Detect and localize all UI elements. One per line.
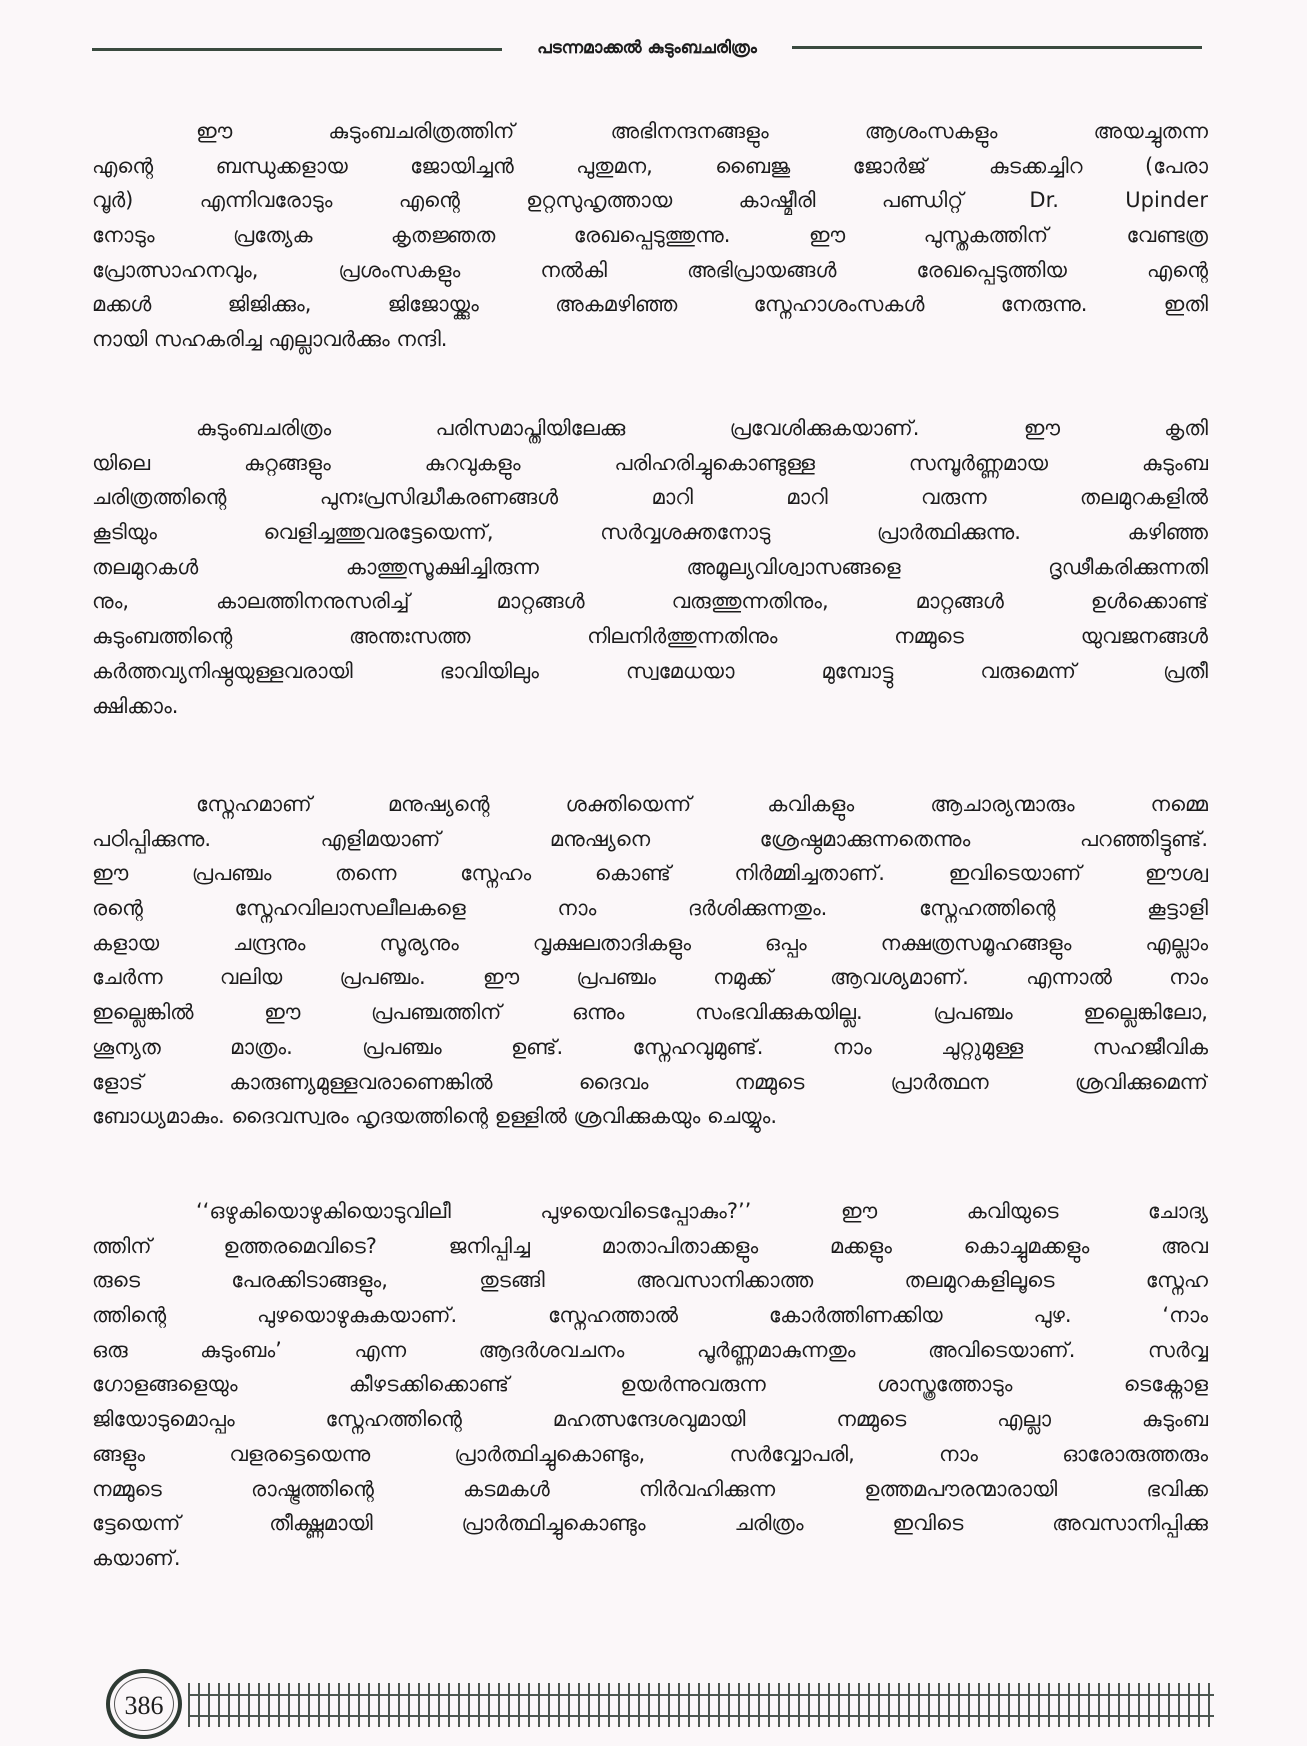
paragraph-1 xyxy=(92,114,1208,357)
text-line: നമ്മുടെ രാഷ്ട്രത്തിന്റെ കടമകൾ നിർവഹിക്കുന്ന ഉത്തമപൗരന്മാരായി ഭവിക്ക xyxy=(92,1476,1208,1501)
text-line: ഗോളങ്ങളെയും കീഴടക്കിക്കൊണ്ട് ഉയർന്നുവരുന്ന ശാസ്ത്രത്തോടും ടെക്നോള xyxy=(92,1372,1208,1397)
text-line: ‘‘ഒഴുകിയൊഴുകിയൊടുവിലീ പുഴയെവിടെപ്പോകും?’’ ഈ കവിയുടെ ചോദ്യ xyxy=(196,1199,1208,1223)
paragraph-2 xyxy=(92,411,1208,723)
paragraph-4 xyxy=(92,1194,1208,1576)
text-line: പഠിപ്പിക്കുന്നു. എളിമയാണ് മനുഷ്യനെ ശ്രേഷ്ഠമാക്കുന്നതെന്നും പറഞ്ഞിട്ടുണ്ട്. xyxy=(92,826,1208,851)
text-line: പ്രോത്സാഹനവും, പ്രശംസകളും നൽകി അഭിപ്രായങ്ങൾ രേഖപ്പെടുത്തിയ എന്റെ xyxy=(92,257,1208,282)
text-line: ഈ പ്രപഞ്ചം തന്നെ സ്നേഹം കൊണ്ട് നിർമ്മിച്ചതാണ്. ഇവിടെയാണ് ഈശ്വ xyxy=(92,861,1208,886)
text-line: ത്തിന് ഉത്തരമെവിടെ? ജനിപ്പിച്ച മാതാപിതാക്കളും മക്കളും കൊച്ചുമക്കളും അവ xyxy=(92,1233,1208,1258)
page-number: 386 xyxy=(124,1691,164,1720)
paragraph-3 xyxy=(92,787,1208,1134)
text-line: വൂർ) എന്നിവരോടും എന്റെ ഉറ്റസുഹൃത്തായ കാഷ്മീരി പണ്ഡിറ്റ് Dr. Upinder xyxy=(92,188,1208,213)
text-line: സ്നേഹമാണ് മനുഷ്യന്റെ ശക്തിയെന്ന് കവികളും ആചാര്യന്മാരും നമ്മെ xyxy=(196,792,1208,816)
header-rule-right xyxy=(792,46,1202,49)
text-line: ചരിത്രത്തിന്റെ പുനഃപ്രസിദ്ധീകരണങ്ങൾ മാറി മാറി വരുന്ന തലമുറകളിൽ xyxy=(92,485,1208,510)
text-line: എന്റെ ബന്ധുക്കളായ ജോയിച്ചൻ പുതുമന, ബൈജു ജോർജ് കുടക്കച്ചിറ (പേരാ xyxy=(92,153,1208,178)
text-line: കളായ ചന്ദ്രനും സൂര്യനും വൃക്ഷലതാദികളും ഒപ്പം നക്ഷത്രസമൂഹങ്ങളും എല്ലാം xyxy=(92,930,1208,955)
text-line: ഒരു കുടുംബം’ എന്ന ആദർശവചനം പൂർണ്ണമാകുന്നതും അവിടെയാണ്. സർവ്വ xyxy=(92,1337,1208,1362)
text-line: നോടും പ്രത്യേക കൃതജ്ഞത രേഖപ്പെടുത്തുന്നു. ഈ പുസ്തകത്തിന് വേണ്ടത്ര xyxy=(92,223,1208,248)
text-line: ങ്ങളും വളരട്ടെയെന്നു പ്രാർത്ഥിച്ചുകൊണ്ടും, സർവ്വോപരി, നാം ഓരോരുത്തരും xyxy=(92,1441,1208,1466)
text-line: കർത്തവ്യനിഷ്ഠയുള്ളവരായി ഭാവിയിലും സ്വമേധയാ മുമ്പോട്ടു വരുമെന്ന് പ്രതീ xyxy=(92,658,1208,683)
decorative-footer-border xyxy=(188,1683,1214,1727)
text-line: മക്കൾ ജിജിക്കും, ജിജോയ്ക്കും അകമഴിഞ്ഞ സ്നേഹാശംസകൾ നേരുന്നു. ഇതി xyxy=(92,292,1208,317)
text-line: ബോധ്യമാകും. ദൈവസ്വരം ഹൃദയത്തിന്റെ ഉള്ളിൽ ശ്രവിക്കുകയും ചെയ്യും. xyxy=(92,1104,777,1129)
text-line: ളോട് കാരുണ്യമുള്ളവരാണെങ്കിൽ ദൈവം നമ്മുടെ പ്രാർത്ഥന ശ്രവിക്കുമെന്ന് xyxy=(92,1069,1208,1094)
text-line: ജിയോടുമൊപ്പം സ്നേഹത്തിന്റെ മഹത്സന്ദേശവുമായി നമ്മുടെ എല്ലാ കുടുംബ xyxy=(92,1407,1208,1432)
header-rule-left xyxy=(92,48,502,51)
text-line: തലമുറകൾ കാത്തുസൂക്ഷിച്ചിരുന്ന അമൂല്യവിശ്വാസങ്ങളെ ദൃഢീകരിക്കുന്നതി xyxy=(92,554,1208,579)
text-line: കൂടിയും വെളിച്ചത്തുവരട്ടേയെന്ന്, സർവ്വശക്തനോടു പ്രാർത്ഥിക്കുന്നു. കഴിഞ്ഞ xyxy=(92,520,1208,545)
text-line: ക്ഷിക്കാം. xyxy=(92,693,179,718)
text-line: ട്ടേയെന്ന് തീക്ഷ്ണമായി പ്രാർത്ഥിച്ചുകൊണ്ടും ചരിത്രം ഇവിടെ അവസാനിപ്പിക്കു xyxy=(92,1511,1208,1536)
text-line: ഈ കുടുംബചരിത്രത്തിന് അഭിനന്ദനങ്ങളും ആശംസകളും അയച്ചുതന്ന xyxy=(196,119,1208,143)
text-line: കുടുംബചരിത്രം പരിസമാപ്തിയിലേക്കു പ്രവേശിക്കുകയാണ്. ഈ കൃതി xyxy=(196,416,1208,440)
text-line: നായി സഹകരിച്ച എല്ലാവർക്കും നന്ദി. xyxy=(92,327,448,352)
text-line: നും, കാലത്തിനനുസരിച്ച് മാറ്റങ്ങൾ വരുത്തുന്നതിനും, മാറ്റങ്ങൾ ഉൾക്കൊണ്ട് xyxy=(92,589,1208,614)
text-line: കുടുംബത്തിന്റെ അന്തഃസത്ത നിലനിർത്തുന്നതിനും നമ്മുടെ യുവജനങ്ങൾ xyxy=(92,624,1208,649)
running-header xyxy=(92,36,1202,60)
text-line: രന്റെ സ്നേഹവിലാസലീലകളെ നാം ദർശിക്കുന്നതും. സ്നേഹത്തിന്റെ കൂട്ടാളി xyxy=(92,896,1208,921)
text-line: ഇല്ലെങ്കിൽ ഈ പ്രപഞ്ചത്തിന് ഒന്നും സംഭവിക്കുകയില്ല. പ്രപഞ്ചം ഇല്ലെങ്കിലോ, xyxy=(92,1000,1208,1025)
text-line: യിലെ കുറ്റങ്ങളും കുറവുകളും പരിഹരിച്ചുകൊണ്ടുള്ള സമ്പൂർണ്ണമായ കുടുംബ xyxy=(92,450,1208,475)
page-number-badge xyxy=(106,1669,182,1739)
header-title: പടന്നമാക്കൽ കുടുംബചരിത്രം xyxy=(537,38,757,58)
text-line: ചേർന്ന വലിയ പ്രപഞ്ചം. ഈ പ്രപഞ്ചം നമുക്ക് ആവശ്യമാണ്. എന്നാൽ നാം xyxy=(92,965,1208,990)
text-line: രുടെ പേരക്കിടാങ്ങളും, തുടങ്ങി അവസാനിക്കാത്ത തലമുറകളിലൂടെ സ്നേഹ xyxy=(92,1268,1208,1293)
text-line: കയാണ്. xyxy=(92,1545,181,1570)
text-line: ശൂന്യത മാത്രം. പ്രപഞ്ചം ഉണ്ട്. സ്നേഹവുമുണ്ട്. നാം ചുറ്റുമുള്ള സഹജീവിക xyxy=(92,1034,1208,1059)
text-line: ത്തിന്റെ പുഴയൊഴുകുകയാണ്. സ്നേഹത്താൽ കോർത്തിണക്കിയ പുഴ. ‘നാം xyxy=(92,1303,1208,1328)
